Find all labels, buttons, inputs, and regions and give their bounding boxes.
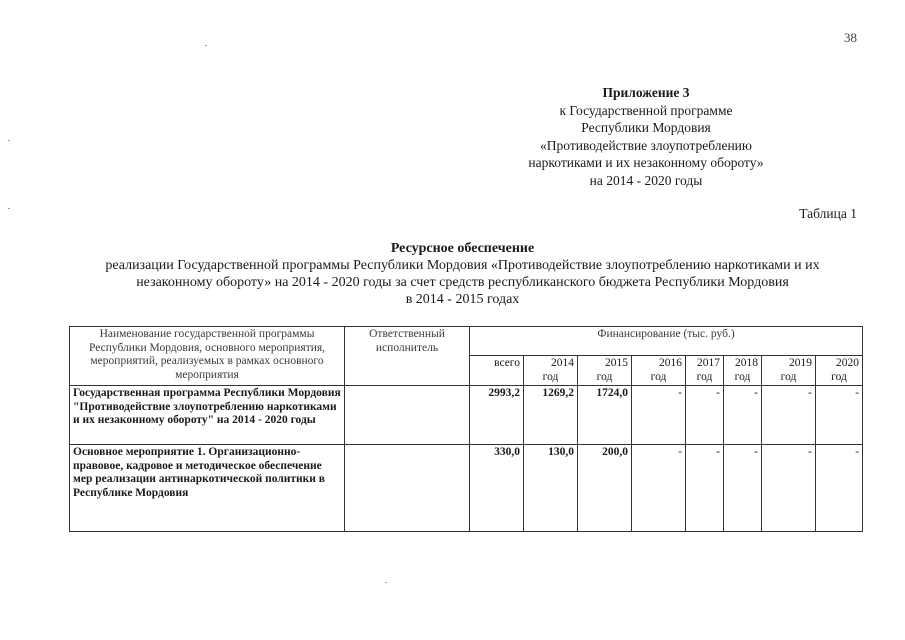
year-suffix: год	[734, 370, 751, 383]
resource-table	[69, 326, 863, 532]
year-suffix: год	[596, 370, 613, 383]
header-total-cell	[470, 356, 524, 386]
table-label: Таблица 1	[799, 206, 857, 221]
header-responsible-cell: Ответственный исполнитель	[345, 327, 470, 386]
year-label: 2018	[735, 357, 758, 369]
row-value-cell: -	[686, 445, 724, 532]
table-header-row	[70, 327, 863, 356]
heading-line: реализации Государственной программы Республики Мордовия «Противодействие злоупотреблению наркотиками и их	[105, 258, 820, 273]
row-name-cell: Государственная программа Республики Мордовия "Противодействие злоупотреблению наркотиками и их незаконному обороту" на 2014 - 2020 годы	[70, 386, 345, 445]
appendix-line: «Противодействие злоупотреблению	[540, 137, 752, 153]
header-year-cell	[578, 356, 632, 386]
header-year-cell	[632, 356, 686, 386]
year-label: 2016	[659, 357, 682, 369]
row-value-cell: 330,0	[470, 445, 524, 532]
year-label: 2017	[697, 357, 720, 369]
header-year-cell	[724, 356, 762, 386]
appendix-line: наркотиками и их незаконному обороту»	[528, 155, 764, 170]
scan-speck	[8, 208, 10, 209]
header-year-cell	[816, 356, 863, 386]
appendix-block	[511, 84, 781, 189]
year-suffix: год	[780, 370, 797, 383]
year-suffix: год	[831, 370, 847, 383]
row-value-cell: -	[816, 445, 863, 532]
row-value-cell: -	[762, 386, 816, 445]
row-value-cell: -	[762, 445, 816, 532]
year-suffix: год	[696, 370, 713, 383]
header-name-cell: Наименование государственной программы Республики Мордовия, основного мероприятия, мероприятий, реализуемых в рамках основного мероприятия	[70, 327, 345, 386]
table-row	[70, 386, 863, 445]
year-label: 2015	[605, 357, 628, 369]
document-heading	[60, 240, 865, 308]
row-value-cell: 1724,0	[578, 386, 632, 445]
row-value-cell: 1269,2	[524, 386, 578, 445]
row-value-cell: 2993,2	[470, 386, 524, 445]
row-value-cell: -	[816, 386, 863, 445]
header-total-label: всего	[494, 357, 520, 369]
row-name-cell: Основное мероприятие 1. Организационно-правовое, кадровое и методическое обеспечение мер реализации антинаркотической политики в Республике Мордовия	[70, 445, 345, 532]
header-year-cell	[524, 356, 578, 386]
heading-line: в 2014 - 2015 годах	[405, 292, 520, 307]
row-value-cell: 130,0	[524, 445, 578, 532]
row-value-cell: -	[632, 445, 686, 532]
row-responsible-cell	[345, 445, 470, 532]
row-value-cell: -	[724, 445, 762, 532]
year-suffix: год	[542, 370, 559, 383]
row-value-cell: 200,0	[578, 445, 632, 532]
scan-speck	[205, 45, 207, 46]
scan-speck	[8, 140, 10, 141]
row-value-cell: -	[686, 386, 724, 445]
row-value-cell: -	[632, 386, 686, 445]
heading-title: Ресурсное обеспечение	[390, 241, 535, 256]
year-suffix: год	[650, 370, 667, 383]
row-value-cell: -	[724, 386, 762, 445]
page-number: 38	[844, 30, 857, 45]
year-label: 2020	[836, 357, 860, 369]
heading-line: незаконному обороту» на 2014 - 2020 годы за счет средств республиканского бюджета Республики Мордовия	[136, 275, 789, 290]
header-year-cell	[762, 356, 816, 386]
year-label: 2019	[789, 357, 812, 369]
row-responsible-cell	[345, 386, 470, 445]
header-year-cell	[686, 356, 724, 386]
appendix-title: Приложение 3	[602, 85, 690, 100]
scan-speck	[385, 582, 387, 583]
appendix-line: Республики Мордовия	[581, 120, 711, 135]
header-financing-cell: Финансирование (тыс. руб.)	[470, 327, 863, 356]
year-label: 2014	[551, 357, 574, 369]
table-row	[70, 445, 863, 532]
appendix-line: на 2014 - 2020 годы	[589, 172, 703, 188]
appendix-line: к Государственной программе	[559, 102, 733, 118]
